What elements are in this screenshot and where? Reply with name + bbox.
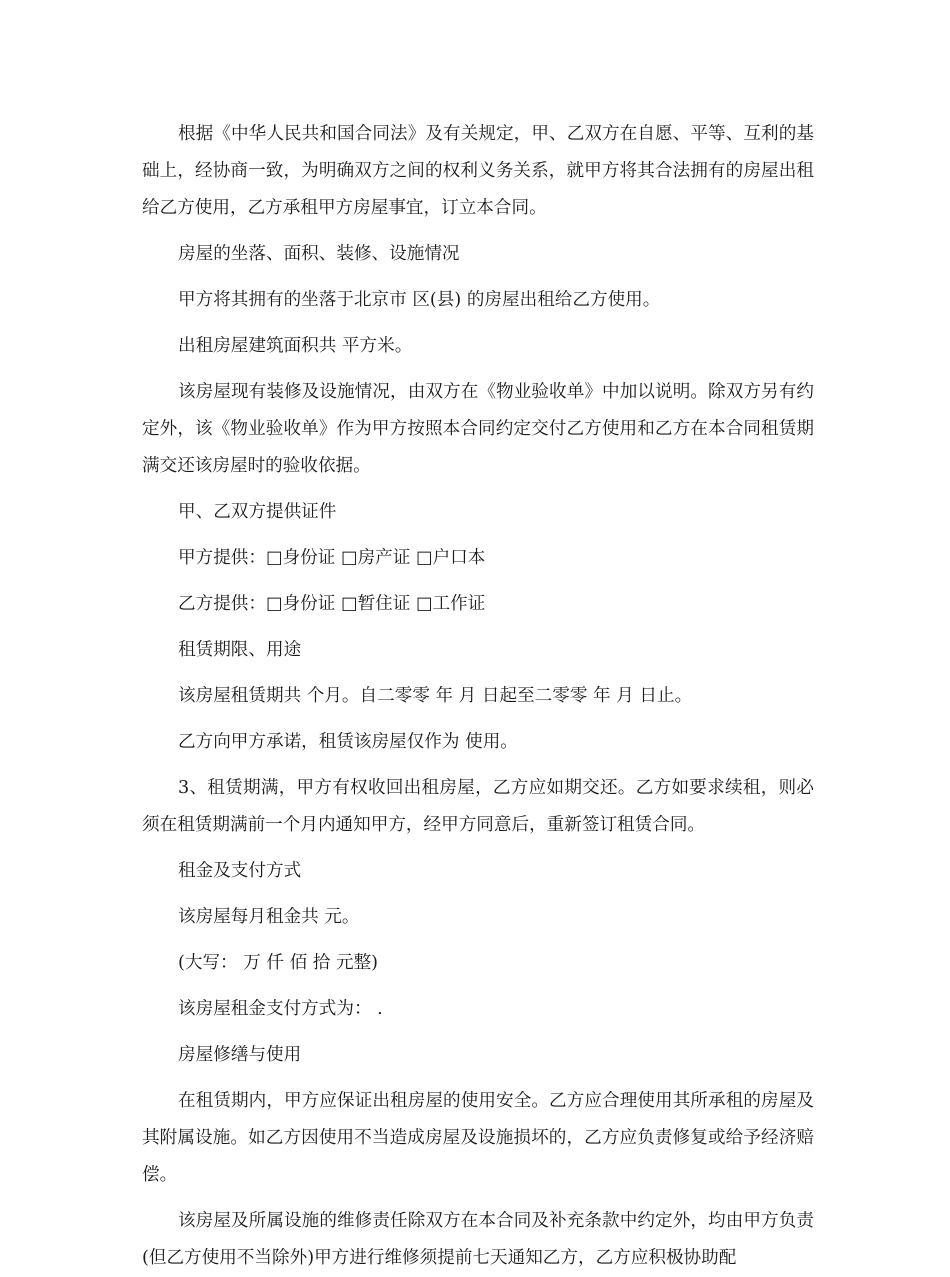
paragraph-safety: 在租赁期内，甲方应保证出租房屋的使用安全。乙方应合理使用其所承租的房屋及其附属设施。如乙方因使用不当造成房屋及设施损坏的，乙方应负责修复或给予经济赔偿。 — [142, 1091, 814, 1185]
paragraph-payment-method: 该房屋租金支付方式为： . — [178, 999, 383, 1019]
paragraph-rent-in-words: (大写： 万 仟 佰 拾 元整) — [178, 953, 379, 973]
paragraph-term: 该房屋租赁期共 个月。自二零零 年 月 日起至二零零 年 月 日止。 — [178, 686, 693, 706]
paragraph-location: 甲方将其拥有的坐落于北京市 区(县) 的房屋出租给乙方使用。 — [178, 290, 661, 310]
paragraph-party-b-documents: 乙方提供：□身份证 □暂住证 □工作证 — [178, 594, 486, 614]
paragraph-use: 乙方向甲方承诺，租赁该房屋仅作为 使用。 — [178, 732, 518, 752]
paragraph-renewal: 3、租赁期满，甲方有权收回出租房屋，乙方应如期交还。乙方如要求续租，则必须在租赁期满前一个月内通知甲方，经甲方同意后，重新签订租赁合同。 — [142, 778, 814, 835]
document-page — [142, 116, 814, 1277]
paragraph-maintenance: 该房屋及所属设施的维修责任除双方在本合同及补充条款中约定外，均由甲方负责(但乙方使用不当除外)甲方进行维修须提前七天通知乙方，乙方应积极协助配 — [142, 1211, 814, 1268]
heading-term-use: 租赁期限、用途 — [178, 640, 302, 660]
heading-property-info: 房屋的坐落、面积、装修、设施情况 — [178, 244, 460, 264]
paragraph-intro: 根据《中华人民共和国合同法》及有关规定，甲、乙双方在自愿、平等、互利的基础上，经协商一致，为明确双方之间的权利义务关系，就甲方将其合法拥有的房屋出租给乙方使用，乙方承租甲方房屋事宜，订立本合同。 — [142, 124, 814, 218]
heading-repair-use: 房屋修缮与使用 — [178, 1045, 302, 1065]
heading-rent-payment: 租金及支付方式 — [178, 861, 302, 881]
paragraph-area: 出租房屋建筑面积共 平方米。 — [178, 336, 413, 356]
paragraph-fixtures: 该房屋现有装修及设施情况，由双方在《物业验收单》中加以说明。除双方另有约定外，该《物业验收单》作为甲方按照本合同约定交付乙方使用和乙方在本合同租赁期满交还该房屋时的验收依据。 — [142, 382, 814, 476]
heading-documents: 甲、乙双方提供证件 — [178, 502, 337, 522]
paragraph-monthly-rent: 该房屋每月租金共 元。 — [178, 907, 360, 927]
paragraph-party-a-documents: 甲方提供：□身份证 □房产证 □户口本 — [178, 548, 486, 568]
